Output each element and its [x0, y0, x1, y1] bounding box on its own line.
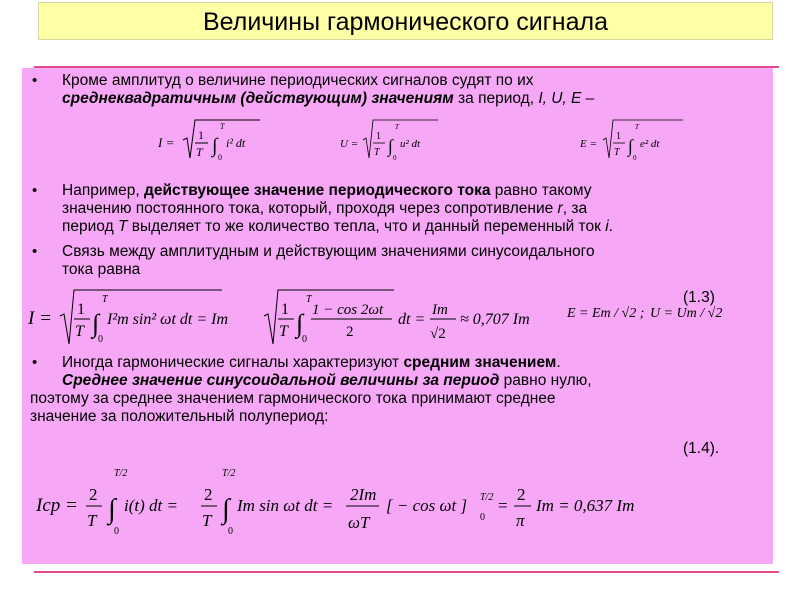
eq14-bracket: [ − cos ωt ]	[386, 496, 468, 515]
bullet-4-emphasis: Среднее значение синусоидальной величины за период	[62, 372, 500, 389]
eq13-upper-a: T	[102, 294, 108, 305]
bullet-3-marker: •	[32, 243, 38, 260]
rms-I-one: 1	[198, 128, 204, 142]
eq14-T-b: T	[202, 511, 212, 530]
bullet-2-i: i	[605, 218, 609, 235]
bullet-4-marker: •	[32, 354, 38, 371]
rms-formula-I	[150, 112, 270, 168]
bullet-2-line-1	[62, 182, 591, 200]
eq13-integrand: I²m sin² ωt dt = Im	[107, 311, 229, 328]
bullet-3-line-2: тока равна	[62, 261, 141, 278]
rms-formula-U	[338, 112, 458, 168]
rms-I-lhs: I =	[158, 135, 175, 150]
eq14-lower-a: 0	[114, 526, 119, 537]
eq13-one-b: 1	[281, 301, 289, 318]
svg-text:∫: ∫	[212, 135, 218, 157]
rms-E-one: 1	[616, 131, 621, 142]
rms-E-upper: T	[635, 123, 639, 131]
eq13-approx: ≈ 0,707 Im	[460, 311, 530, 328]
bullet-4-pre: Иногда гармонические сигналы характеризуют	[62, 354, 404, 371]
title-box	[38, 2, 773, 40]
rms-U-T: T	[374, 147, 380, 158]
eq13-T-b: T	[279, 323, 288, 340]
bullet-2-r: r	[557, 200, 563, 217]
rms-U-lower: 0	[393, 154, 397, 162]
rms-U-lhs: U =	[340, 138, 359, 150]
eq13-one-a: 1	[77, 301, 85, 318]
rms-E-lhs: E =	[580, 138, 597, 150]
rms-I-upper: T	[220, 122, 225, 131]
bullet-3-line-1: Связь между амплитудным и действующим значениями синусоидального	[62, 243, 595, 260]
eq14-pi: π	[516, 511, 525, 530]
bottom-divider	[34, 571, 779, 573]
bullet-4-bold: средним значением	[403, 354, 557, 371]
eq14-bracket-upper: T/2	[480, 492, 494, 503]
rms-formula-E	[578, 112, 698, 168]
bullet-4-line-4: значение за положительный полупериод:	[30, 408, 329, 425]
bullet-1-marker: •	[32, 72, 38, 89]
eq13-lhs: I =	[28, 308, 52, 329]
bullet-2-l3-end: .	[608, 218, 613, 235]
eq14-upper-a: T/2	[114, 468, 128, 479]
svg-text:∫: ∫	[296, 309, 304, 338]
equation-1-3	[26, 284, 546, 352]
eq14-lower-b: 0	[228, 526, 233, 537]
rms-E-lower: 0	[633, 154, 637, 162]
eq14-upper-b: T/2	[222, 468, 236, 479]
bullet-4-line-1	[62, 354, 561, 372]
rms-E-T: T	[614, 147, 620, 158]
eq13-upper-b: T	[306, 294, 312, 305]
rms-U-integrand: u² dt	[400, 138, 421, 150]
equation-1-4-label: (1.4).	[683, 440, 720, 457]
eq13-denominator: 2	[346, 324, 354, 340]
bullet-2-bold: действующее значение периодического тока	[144, 182, 491, 199]
bullet-2-l3-mid: выделяет то же количество тепла, что и данный переменный ток	[127, 218, 606, 235]
eq13-lower-b: 0	[302, 334, 307, 345]
eq13-frac-num: Im	[432, 302, 448, 318]
bullet-4-end: .	[556, 354, 561, 371]
bullet-2-line-2	[62, 200, 587, 218]
eq14-two-b: 2	[204, 485, 213, 504]
svg-text:∫: ∫	[628, 136, 633, 156]
svg-text:∫: ∫	[222, 494, 230, 525]
eq14-equals: =	[498, 496, 508, 515]
slide-title: Величины гармонического сигнала	[202, 8, 608, 36]
eq13-frac-den: √2	[430, 326, 446, 342]
eq14-T-a: T	[87, 511, 97, 530]
bullet-2-marker: •	[32, 182, 38, 199]
bullet-2-line-3	[62, 218, 613, 236]
eq14-bracket-lower: 0	[480, 512, 485, 523]
bullet-1-text: Кроме амплитуд о величине периодических сигналов судят по их	[62, 72, 534, 89]
eq14-integrand-a: i(t) dt =	[124, 496, 178, 515]
bullet-2-l2-post: , за	[562, 200, 588, 217]
eq14-result: Im = 0,637 Im	[536, 496, 635, 515]
eq14-integrand-b: Im sin ωt dt =	[237, 496, 334, 515]
svg-text:∫: ∫	[92, 309, 100, 338]
bullet-4-l2-post: равно нулю,	[499, 372, 592, 389]
bullet-1-line-2	[62, 90, 594, 108]
bullet-1-emphasis: среднеквадратичным (действующим) значениям	[62, 90, 454, 107]
svg-text:∫: ∫	[108, 494, 116, 525]
bullet-4-line-3: поэтому за среднее значением гармонического тока принимают среднее	[30, 390, 556, 407]
bullet-4-line-2	[62, 372, 592, 390]
eq14-2Im: 2Im	[350, 485, 377, 504]
svg-text:∫: ∫	[388, 136, 393, 156]
E-relation: E = Em / √2 ;	[567, 306, 645, 321]
eq14-lhs: Iср =	[36, 495, 78, 516]
rms-U-one: 1	[376, 131, 381, 142]
U-relation: U = Um / √2	[650, 306, 723, 321]
rms-E-integrand: e² dt	[640, 138, 660, 150]
rms-I-lower: 0	[218, 153, 222, 162]
eq13-lower-a: 0	[98, 334, 103, 345]
eq14-wT: ωT	[348, 513, 370, 532]
equation-1-3-label: (1.3)	[683, 289, 715, 306]
bullet-2-l3-pre: период	[62, 218, 118, 235]
eq14-two-c: 2	[517, 485, 526, 504]
rms-I-integrand: i² dt	[226, 136, 246, 150]
eq13-dt: dt =	[398, 311, 426, 328]
rms-I-T: T	[196, 145, 203, 159]
bullet-2-l2-pre: значению постоянного тока, который, проходя через сопротивление	[62, 200, 558, 217]
bullet-2-T: T	[117, 218, 128, 235]
eq13-T-a: T	[75, 323, 84, 340]
bullet-1-line-1	[62, 72, 534, 90]
eq13-numerator: 1 − cos 2ωt	[312, 302, 384, 318]
bullet-1-vars: I, U, E –	[538, 90, 595, 107]
rms-U-upper: T	[395, 123, 399, 131]
bullet-1-rest: за период,	[453, 90, 539, 107]
bullet-2-post: равно такому	[490, 182, 592, 199]
equation-1-4	[34, 464, 654, 546]
bullet-2-pre: Например,	[62, 182, 144, 199]
eq14-two-a: 2	[89, 485, 98, 504]
